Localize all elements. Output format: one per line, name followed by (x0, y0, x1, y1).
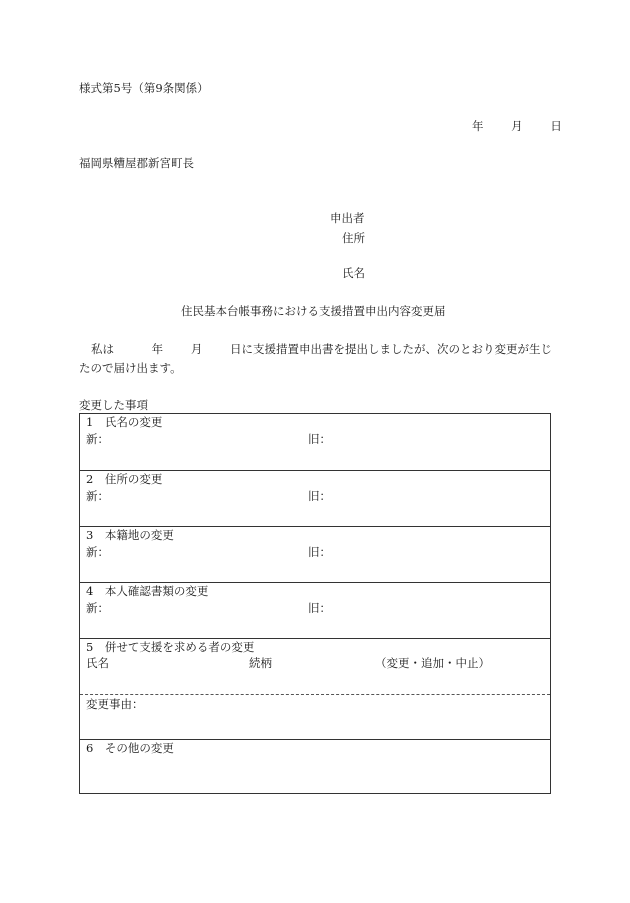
body-part-year: 年 (151, 342, 164, 356)
section-title: 4 本人確認書類の変更 (86, 584, 209, 598)
body-part-watashi: 私は (91, 342, 114, 356)
applicant-name-label: 氏名 (342, 266, 365, 280)
section-reason (80, 694, 550, 739)
new-label: 新： (86, 489, 109, 503)
body-part-month: 月 (190, 342, 203, 356)
applicant-label: 申出者 (330, 211, 365, 225)
section-title: 3 本籍地の変更 (86, 528, 174, 542)
section-title: 6 その他の変更 (86, 741, 174, 755)
section-title: 1 氏名の変更 (86, 415, 163, 429)
section-name-change (80, 414, 550, 470)
change-options: （変更・追加・中止） (375, 656, 490, 670)
document-title: 住民基本台帳事務における支援措置申出内容変更届 (181, 304, 446, 318)
date-day: 日 (550, 119, 562, 133)
date-line (472, 119, 562, 133)
new-label: 新： (86, 545, 109, 559)
new-label: 新： (86, 432, 109, 446)
section-title: 5 併せて支援を求める者の変更 (86, 640, 255, 654)
form-number: 様式第5号（第9条関係） (79, 81, 209, 95)
section-id-document-change (80, 582, 550, 638)
section-domicile-change (80, 526, 550, 582)
new-label: 新： (86, 601, 109, 615)
date-month: 月 (511, 119, 523, 133)
changes-table (79, 413, 551, 794)
section-other-change (80, 739, 550, 793)
relation-label: 続柄 (249, 656, 272, 670)
body-line-2: たので届け出ます。 (79, 361, 182, 375)
old-label: 旧： (308, 489, 331, 503)
old-label: 旧： (308, 432, 331, 446)
old-label: 旧： (308, 545, 331, 559)
reason-label: 変更事由： (86, 697, 144, 711)
old-label: 旧： (308, 601, 331, 615)
body-line-1 (91, 342, 552, 356)
section-address-change (80, 470, 550, 526)
table-caption: 変更した事項 (79, 398, 148, 412)
body-part-rest: 日に支援措置申出書を提出しましたが、次のとおり変更が生じ (229, 342, 552, 356)
section-title: 2 住所の変更 (86, 472, 163, 486)
date-year: 年 (472, 119, 484, 133)
section-support-person-change (80, 638, 550, 694)
name-label: 氏名 (86, 656, 109, 670)
addressee: 福岡県糟屋郡新宮町長 (79, 156, 194, 170)
applicant-address-label: 住所 (342, 231, 365, 245)
